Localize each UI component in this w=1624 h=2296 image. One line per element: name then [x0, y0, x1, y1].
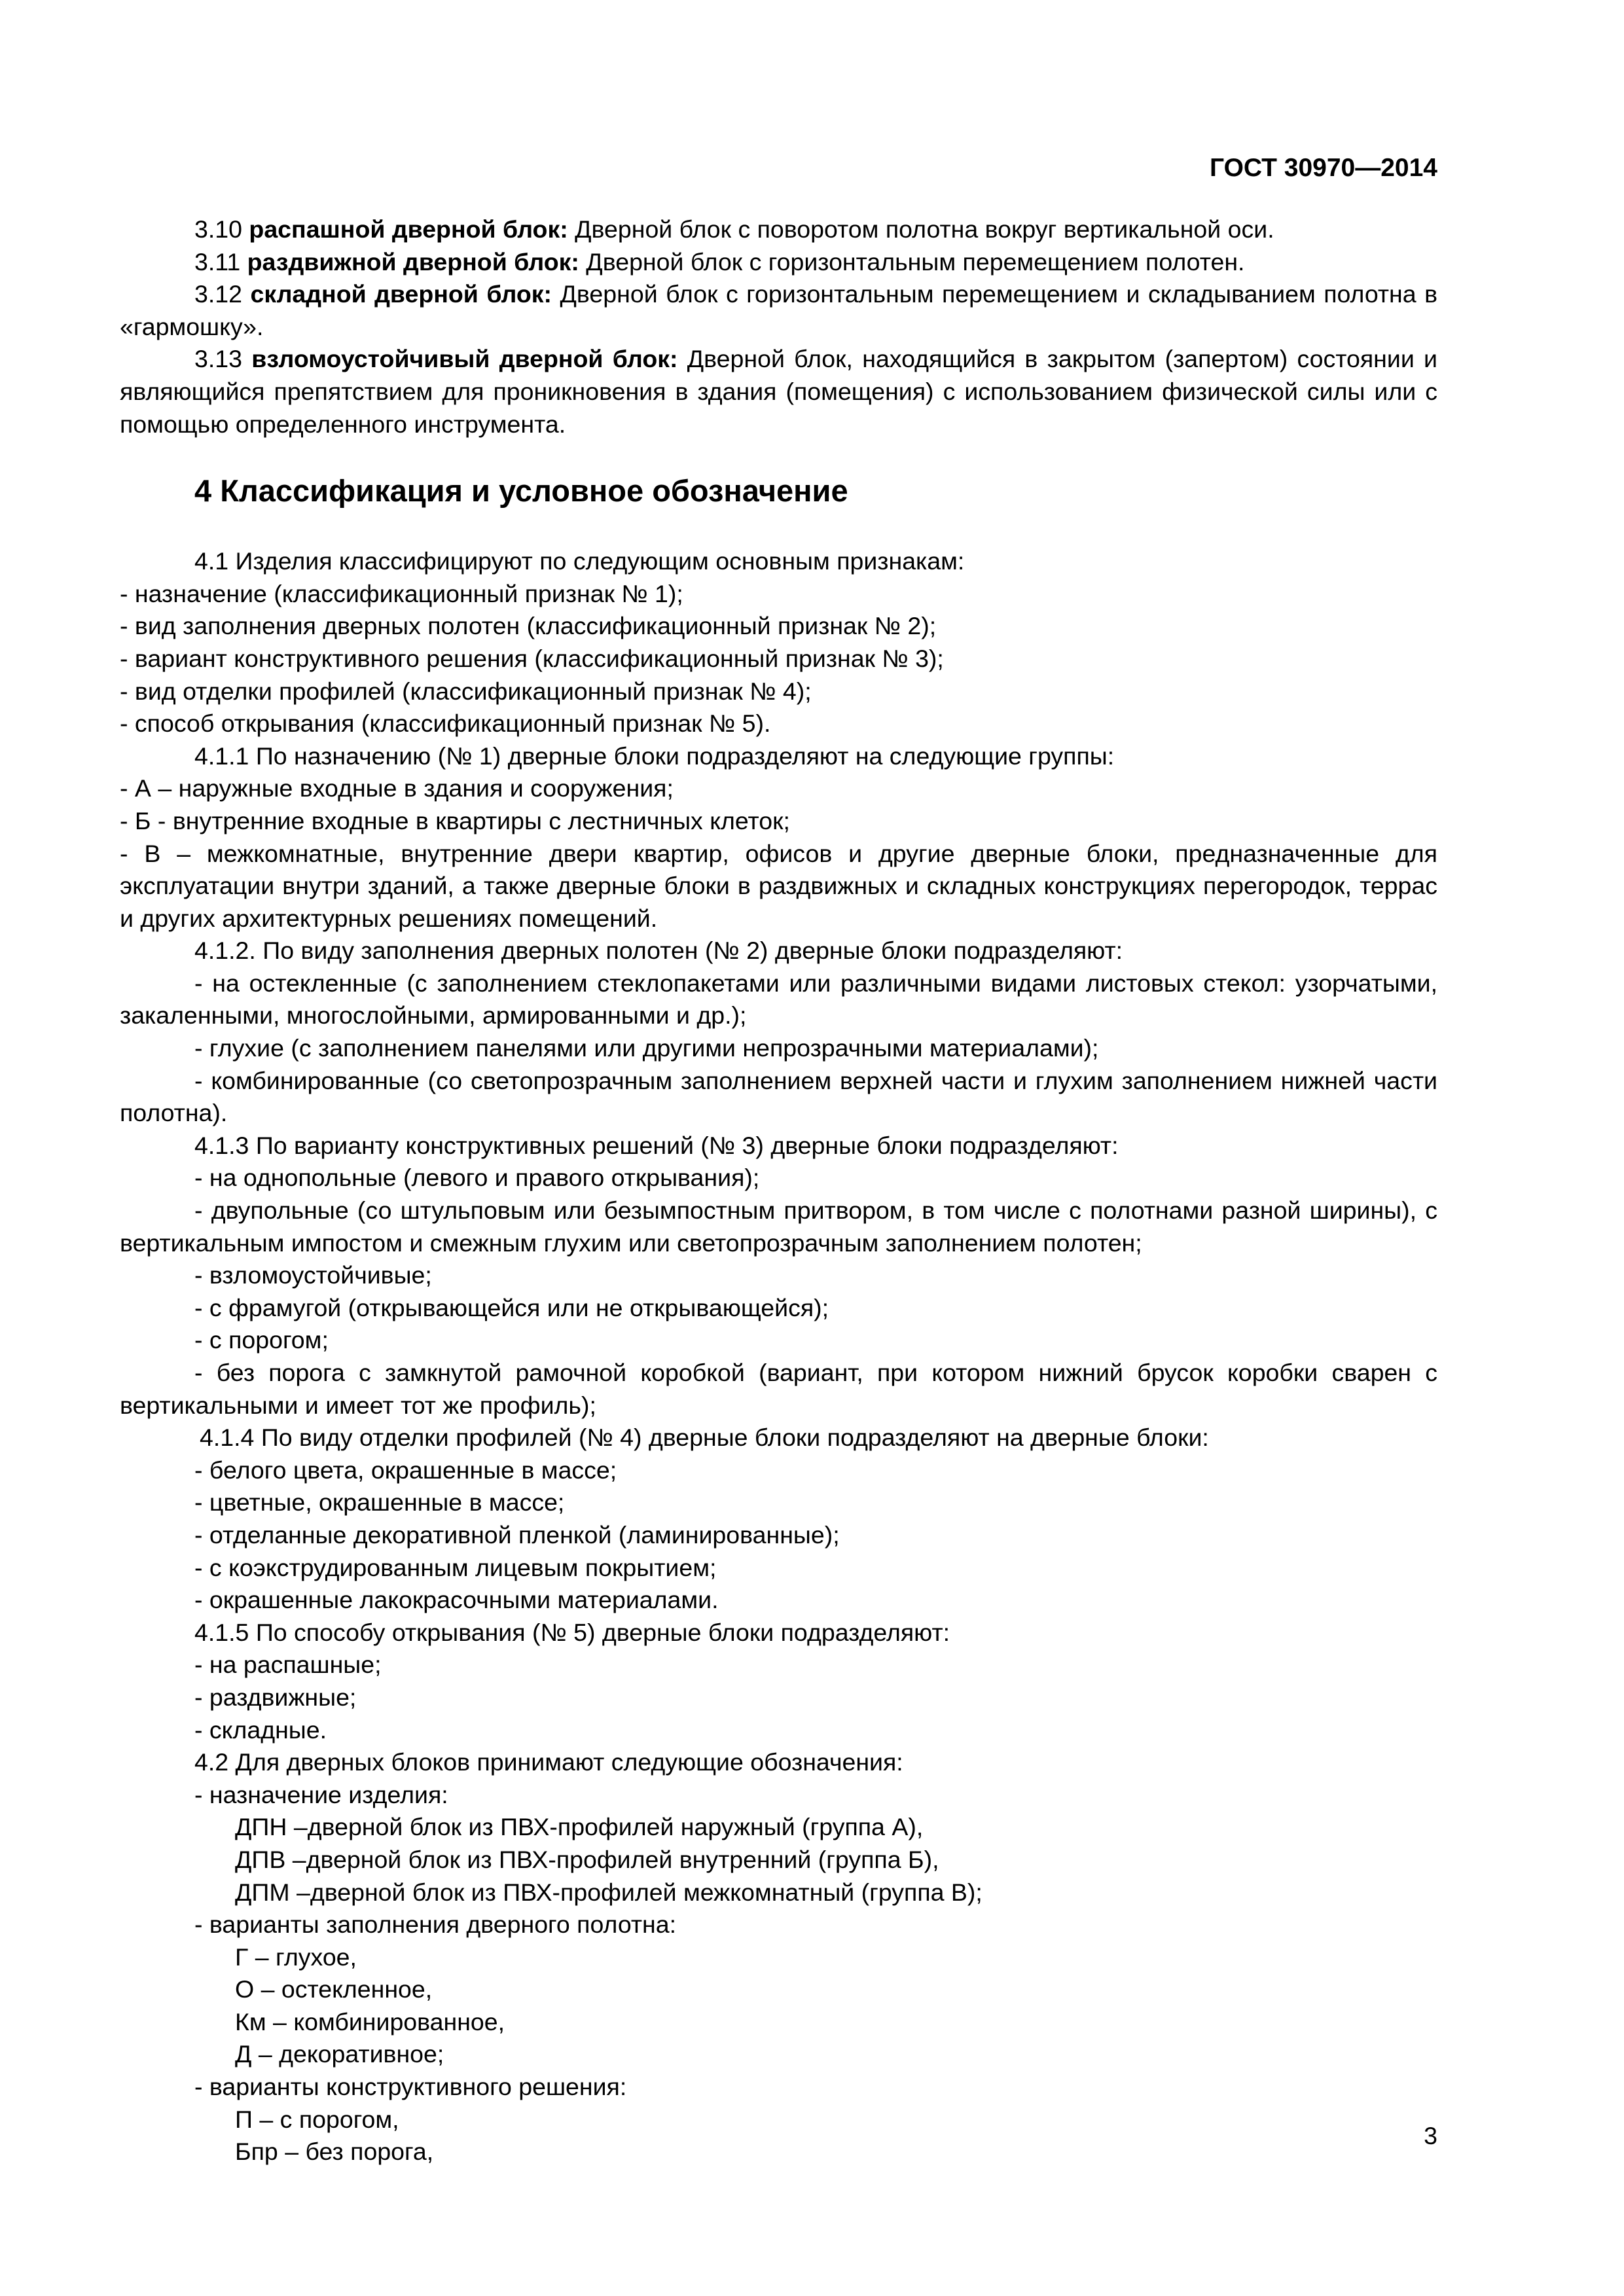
page-content	[120, 213, 1437, 2168]
list-item: - с порогом;	[194, 1326, 329, 1354]
list-item: - на однопольные (левого и правого открывания);	[194, 1164, 760, 1192]
list-item: - на распашные;	[194, 1651, 382, 1679]
term: распашной дверной блок:	[249, 215, 568, 243]
list-item: - А – наружные входные в здания и сооружения;	[120, 774, 674, 802]
list-item: - вид заполнения дверных полотен (классификационный признак № 2);	[120, 612, 937, 640]
term: складной дверной блок:	[250, 280, 552, 308]
designation-item: ДПМ –дверной блок из ПВХ-профилей межкомнатный (группа В);	[235, 1878, 983, 1906]
list-item: - белого цвета, окрашенные в массе;	[194, 1456, 617, 1484]
designation-item: Км – комбинированное,	[235, 2007, 505, 2036]
definition-3-13: 3.13 взломоустойчивый дверной блок: Дверной блок, находящийся в закрытом (запертом) состоянии и являющийся препятствием для проникновения в здания (помещения) с использованием физической силы или с помощью определенного инструмента.	[120, 345, 1438, 438]
list-item: - способ открывания (классификационный признак № 5).	[120, 709, 771, 738]
definition-3-11: 3.11 раздвижной дверной блок: Дверной блок с горизонтальным перемещением полотен.	[194, 247, 1245, 276]
list-item: - на остекленные (с заполнением стеклопакетами или различными видами листовых стекол: узорчатыми, закаленными, многослойными, армированными и др.);	[120, 969, 1437, 1030]
term: раздвижной дверной блок:	[247, 247, 579, 276]
list-item: - В – межкомнатные, внутренние двери квартир, офисов и другие дверные блоки, предназначенные для эксплуатации внутри зданий, а также дверные блоки в раздвижных и складных конструкциях перегородок, террас и других архитектурных решениях помещений.	[120, 839, 1437, 932]
definition-3-12: 3.12 складной дверной блок: Дверной блок с горизонтальным перемещением и складыванием полотна в «гармошку».	[120, 280, 1438, 340]
list-item: - Б - внутренние входные в квартиры с лестничных клеток;	[120, 806, 790, 834]
list-item: - без порога с замкнутой рамочной коробкой (вариант, при котором нижний брусок коробки сварен с вертикальными и имеет тот же профиль);	[120, 1359, 1437, 1419]
list-item: - окрашенные лакокрасочными материалами.	[194, 1586, 719, 1614]
clause-4-1-3: 4.1.3 По варианту конструктивных решений (№ 3) дверные блоки подразделяют:	[194, 1131, 1119, 1159]
designation-item: ДПВ –дверной блок из ПВХ-профилей внутренний (группа Б),	[235, 1845, 939, 1873]
list-item: - двупольные (со штульповым или безымпостным притвором, в том числе с полотнами разной ширины), с вертикальным импостом и смежным глухим или светопрозрачным заполнением полотен;	[120, 1196, 1437, 1257]
designation-item: О – остекленное,	[235, 1975, 433, 2003]
designation-item: Г – глухое,	[235, 1943, 357, 1971]
list-item: - складные.	[194, 1715, 327, 1744]
list-item: - отделанные декоративной пленкой (ламинированные);	[194, 1520, 840, 1549]
clause-4-1-1: 4.1.1 По назначению (№ 1) дверные блоки подразделяют на следующие группы:	[194, 742, 1115, 770]
list-item: - назначение изделия:	[194, 1780, 448, 1808]
designation-item: Бпр – без порога,	[235, 2138, 434, 2166]
list-item: - с коэкструдированным лицевым покрытием;	[194, 1553, 717, 1581]
clause-4-2: 4.2 Для дверных блоков принимают следующие обозначения:	[194, 1748, 903, 1776]
list-item: - назначение (классификационный признак № 1);	[120, 579, 683, 607]
clause-4-1: 4.1 Изделия классифицируют по следующим основным признакам:	[194, 547, 965, 575]
document-code-header: ГОСТ 30970—2014	[1210, 154, 1437, 182]
list-item: - вид отделки профилей (классификационный признак № 4);	[120, 677, 812, 705]
list-item: - взломоустойчивые;	[194, 1261, 432, 1289]
clause-4-1-4: 4.1.4 По виду отделки профилей (№ 4) дверные блоки подразделяют на дверные блоки:	[200, 1424, 1209, 1452]
clause-4-1-2: 4.1.2. По виду заполнения дверных полотен (№ 2) дверные блоки подразделяют:	[194, 937, 1123, 965]
list-item: - раздвижные;	[194, 1683, 357, 1711]
definition-3-10: 3.10 распашной дверной блок: Дверной блок с поворотом полотна вокруг вертикальной оси.	[194, 215, 1274, 243]
section-title: 4 Классификация и условное обозначение	[194, 473, 848, 509]
list-item: - цветные, окрашенные в массе;	[194, 1488, 565, 1516]
designation-item: Д – декоративное;	[235, 2040, 444, 2068]
list-item: - глухие (с заполнением панелями или другими непрозрачными материалами);	[194, 1034, 1099, 1062]
designation-item: ДПН –дверной блок из ПВХ-профилей наружный (группа А),	[235, 1813, 924, 1841]
list-item: - с фрамугой (открывающейся или не открывающейся);	[194, 1293, 829, 1321]
term: взломоустойчивый дверной блок:	[251, 345, 678, 373]
clause-4-1-5: 4.1.5 По способу открывания (№ 5) дверные блоки подразделяют:	[194, 1618, 950, 1646]
list-item: - варианты заполнения дверного полотна:	[194, 1910, 677, 1939]
designation-item: П – с порогом,	[235, 2105, 399, 2133]
list-item: - варианты конструктивного решения:	[194, 2073, 627, 2101]
list-item: - вариант конструктивного решения (классификационный признак № 3);	[120, 644, 944, 672]
page-number: 3	[1424, 2122, 1437, 2149]
list-item: - комбинированные (со светопрозрачным заполнением верхней части и глухим заполнением нижней части полотна).	[120, 1066, 1437, 1127]
